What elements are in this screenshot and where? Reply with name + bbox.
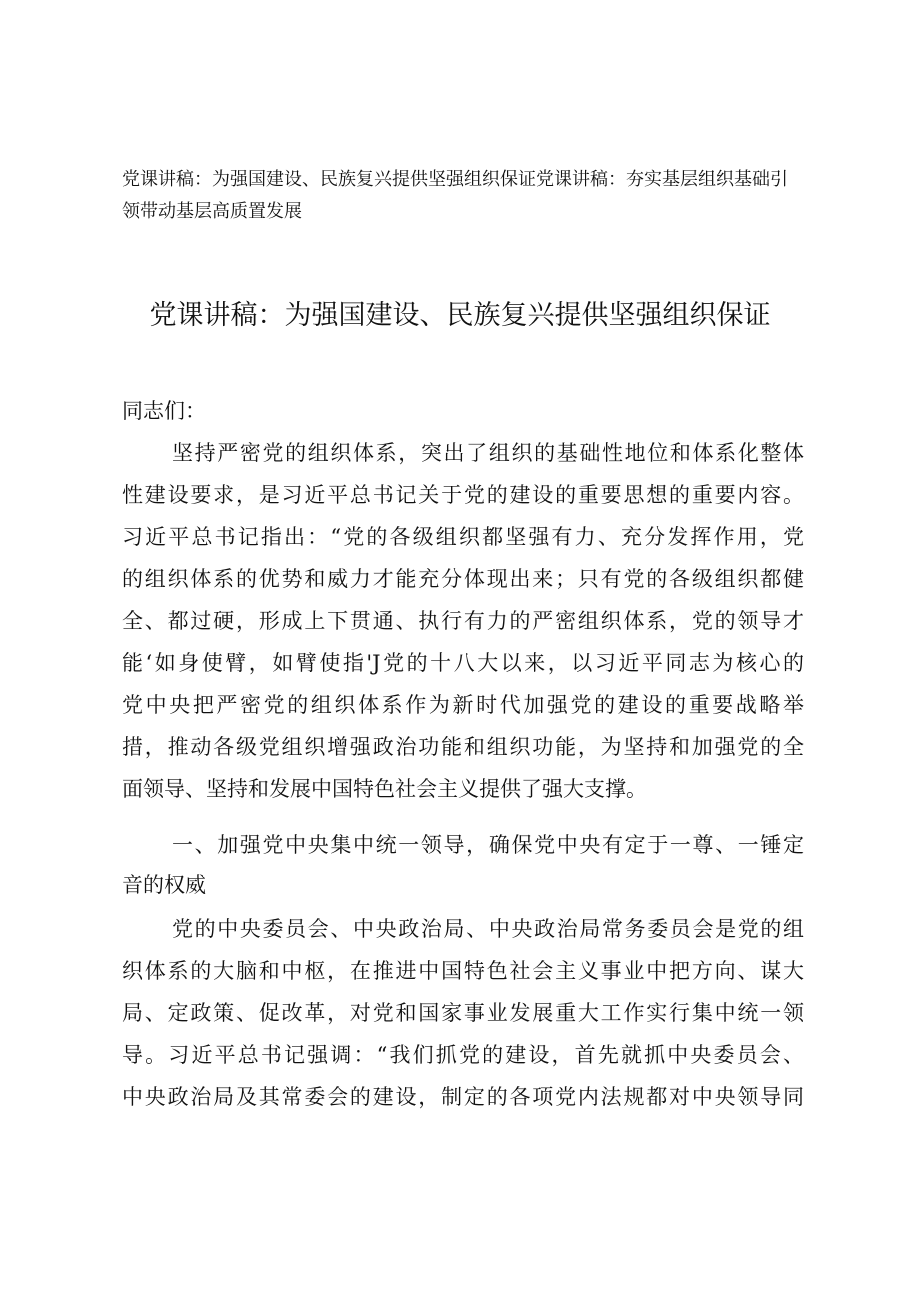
document-title: 党课讲稿：为强国建设、民族复兴提供坚强组织保证 — [149, 300, 771, 331]
paragraph-line: 习近平总书记指出：“党的各级组织都坚强有力、充分发挥作用，党 — [122, 525, 804, 549]
section-heading-line: 音的权威 — [122, 873, 206, 897]
paragraph-line: 能‘如身使臂，如臂使指'J党的十八大以来，以习近平同志为核心的 — [122, 651, 804, 675]
paragraph-line: 性建设要求，是习近平总书记关于党的建设的重要思想的重要内容。 — [122, 483, 804, 507]
paragraph-line: 全、都过硬，形成上下贯通、执行有力的严密组织体系，党的领导才 — [122, 609, 804, 633]
paragraph-line: 党中央把严密党的组织体系作为新时代加强党的建设的重要战略举 — [122, 693, 804, 717]
paragraph-line: 导。习近平总书记强调：“我们抓党的建设，首先就抓中央委员会、 — [122, 1043, 804, 1067]
paragraph-line: 党的中央委员会、中央政治局、中央政治局常务委员会是党的组 — [172, 917, 804, 941]
paragraph-line: 坚持严密党的组织体系，突出了组织的基础性地位和体系化整体 — [172, 441, 804, 465]
paragraph-line: 措，推动各级党组织增强政治功能和组织功能，为坚持和加强党的全 — [122, 735, 804, 759]
paragraph-line: 中央政治局及其常委会的建设，制定的各项党内法规都对中央领导同 — [122, 1085, 804, 1109]
paragraph-line: 织体系的大脑和中枢，在推进中国特色社会主义事业中把方向、谋大 — [122, 959, 804, 983]
paragraph-line: 局、定政策、促改革，对党和国家事业发展重大工作实行集中统一领 — [122, 1001, 804, 1025]
header-line-2: 领带动基层高质置发展 — [122, 201, 302, 222]
header-line-1: 党课讲稿：为强国建设、民族复兴提供坚强组织保证党课讲稿：夯实基层组织基础引 — [122, 169, 788, 190]
salutation: 同志们： — [122, 399, 206, 423]
paragraph-line: 面领导、坚持和发展中国特色社会主义提供了强大支撑。 — [122, 777, 647, 801]
section-heading-line: 一、加强党中央集中统一领导，确保党中央有定于一尊、一锤定 — [172, 833, 804, 857]
paragraph-line: 的组织体系的优势和威力才能充分体现出来；只有党的各级组织都健 — [122, 567, 804, 591]
